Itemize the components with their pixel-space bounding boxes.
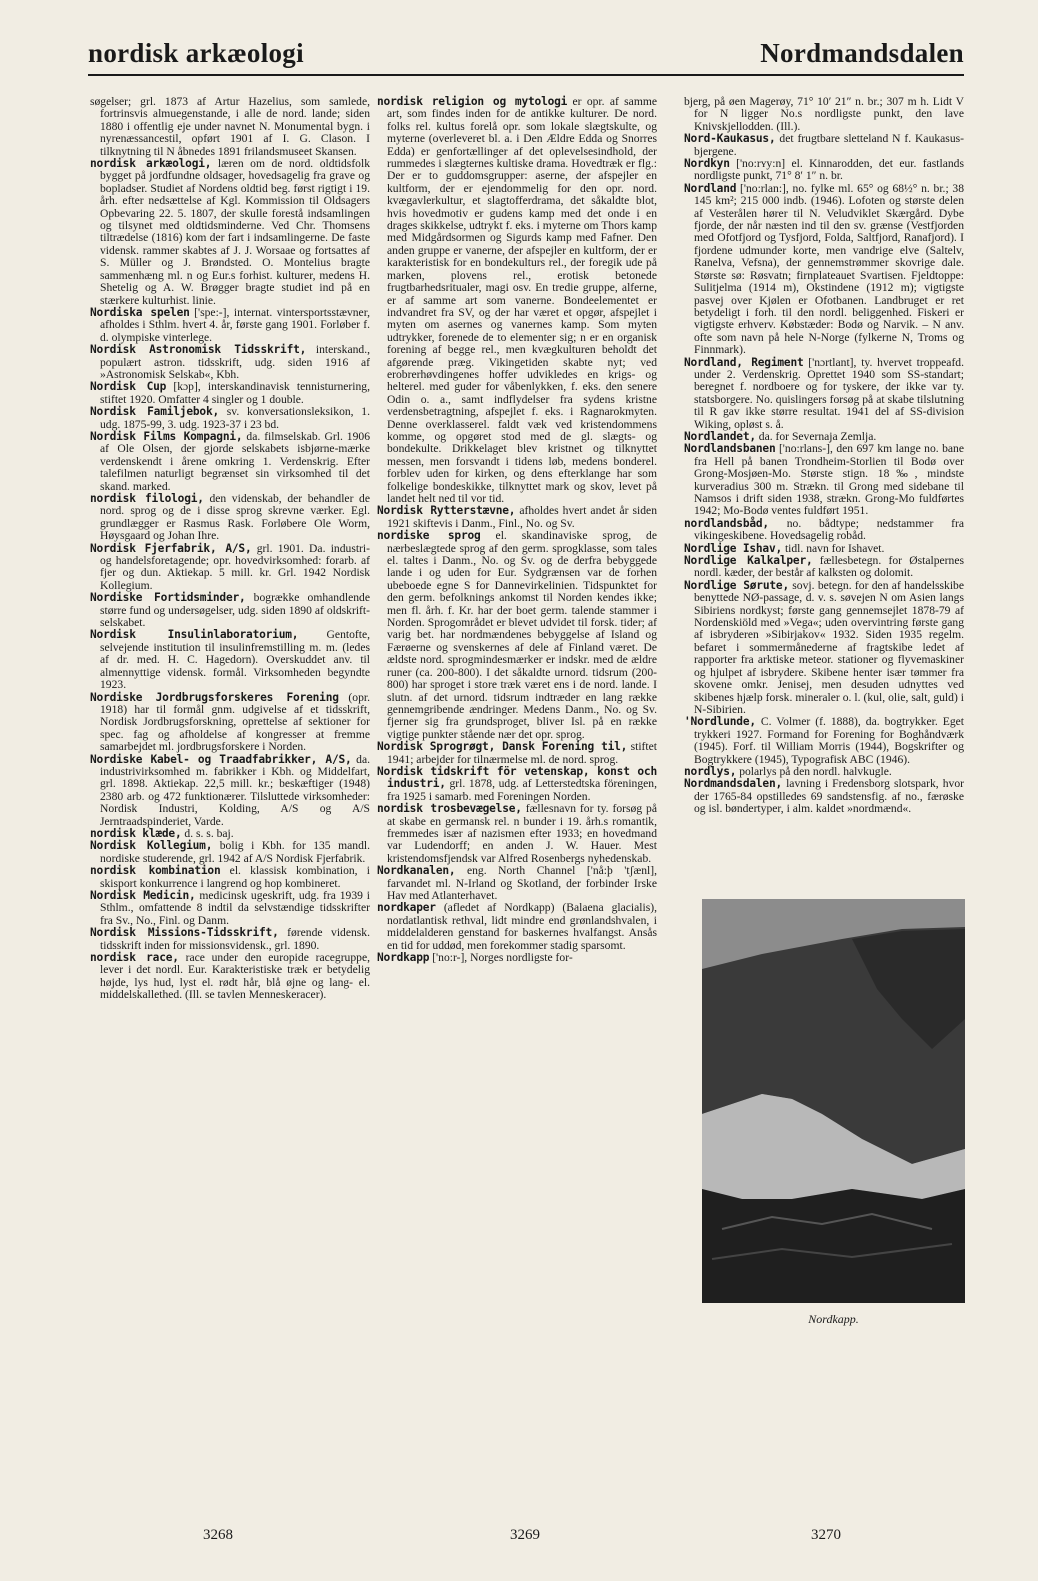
entry-headword: Nordlige Ishav, [684,541,783,555]
entry-text: Gentofte, selvejende institution til insulinfremstilling m. m. (ledes af dr. med. H. C. Hagedorn). Overskuddet anv. til almennyttige vidensk. formål. Virksomheden begyndte 1923. [100,628,371,692]
dictionary-entry [90,592,370,629]
entry-text: interskand., populært astron. tidsskrift, udg. siden 1916 af »Astronomisk Selskab«, Kbh. [100,343,370,381]
entry-headword: Nordisk Missions-Tidsskrift, [90,926,279,940]
dictionary-entry [90,754,370,828]
entry-headword: Nordisk Sprogrøgt, Dansk Forening til, [377,740,628,754]
dictionary-entry [684,96,964,133]
dictionary-entry [90,344,370,381]
entry-text: race under den europide racegruppe, lever i det nordl. Eur. Karakteristiske træk er betydelig højde, lys hud, lyst el. rødt hår, blå øjne og lang- el. middelskallethed. (Ill. se tavlen Menneskeracer). [100,951,370,1002]
entry-headword: Nordisk Cup [90,380,167,394]
dictionary-entry [684,133,964,158]
entry-text: afholdes hvert andet år siden 1921 skiftevis i Danm., Finl., No. og Sv. [387,504,657,530]
entry-text: grl. 1901. Da. industri- og handelsforetagende; opr. hovedvirksomhed: forarb. af fjer og dun. Aktiekap. 5 mill. kr. Grl. 1942 Nordisk Kollegium. [100,541,370,592]
entry-headword: nordisk religion og mytologi [377,95,568,108]
entry-headword: Nordisk Familjebok, [90,405,220,419]
entry-headword: Nordkanalen, [377,864,456,878]
header-rule [88,74,964,76]
entry-text: ['no:rʏy:n] el. Kinnarodden, det eur. fastlands nordligste punkt, 71° 8′ 1″ n. br. [694,157,964,183]
entry-headword: Nordisk Kollegium, [90,839,213,853]
entry-text: medicinsk ugeskrift, udg. fra 1939 i Sthlm., omfattende 8 indtil da selvstændige tidsskrifter fra Sv., No., Finl. og Danm. [100,889,370,927]
entry-headword: Nordland [684,181,737,195]
dictionary-entry [90,927,370,952]
entry-text: bjerg, på øen Magerøy, 71° 10′ 21″ n. br.; 307 m h. Lidt V for N ligger No.s nordligste punkt, den lave Knivskjellodden. (Ill.). [684,95,964,133]
dictionary-entry [684,716,964,766]
entry-headword: nordkaper [377,901,436,915]
page-number-middle: 3269 [510,1527,540,1543]
entry-text: el. skandinaviske sprog, de nærbeslægtede sprog af den germ. sprogklasse, som tales el. taltes i Danm., No. og Sv. og de derfra bebyggede lande i og uden for Eur. Sydgrænsen var de forhen ubeboede egne S for Dannevirkelinien. Tidspunktet for den germ. befolknings ankomst til Norden kendes ikke; men fl. årh. f. Kr. har der boet germ. talende stammer i Norden. Sprogområdet er blevet udvidet til forsk. tider; af varig bet. har nordmændenes bebyggelse af Island og Færøerne og svenskernes af dele af Finland været. De ældste nord. sprogmindesmærker er indskr. med de ældre runer (ca. 200-800). I det såkaldte urnord. tidsrum (200-800) har sproget i store træk været ens i de nord. lande. I slutn. af det urnord. tidsrum indtræder en lang række gennemgribende ændringer. Medens Danm., No. og Sv. fjerner sig fra grundsproget, bliver Isl. på en række vigtige punkter stående nær det opr. sprog. [387,529,658,741]
dictionary-entry [377,530,657,741]
photo-caption: Nordkapp. [808,1312,859,1326]
dictionary-entry [90,692,370,754]
entry-headword: Nordlandsbanen [684,442,776,456]
dictionary-entry [90,493,370,543]
entry-headword: nordisk arkæologi, [90,157,212,171]
dictionary-entry [90,865,370,890]
entry-text: (afledet af Nordkapp) (Balaena glacialis), nordatlantisk rethval, lidt mindre end grønlandshvalen, i middelalderen genstand for baskernes hvalfangst. Ansås en tid for uddød, men forekommer stadig sparsomt. [387,901,657,952]
dictionary-entry [684,158,964,183]
dictionary-entry [377,803,657,865]
entry-text: eng. North Channel ['nå:þ 'tʃænl], farvandet ml. N-Irland og Skotland, der forbinder Irske Hav med Atlanterhavet. [387,864,657,902]
text-column-3 [684,96,964,816]
entry-headword: nordisk klæde, [90,826,182,840]
entry-text: bogrække omhandlende større fund og undersøgelser, udg. siden 1890 af oldskrift-selskabet. [100,591,370,630]
entry-text: [kɔp], interskandinavisk tennisturnering, stiftet 1920. Omfatter 4 singler og 1 double. [100,380,370,406]
entry-text: stiftet 1941; arbejder for tilnærmelse ml. de nord. sprog. [387,740,657,766]
entry-headword: Nordiske Fortidsminder, [90,591,246,605]
entry-headword: Nordkapp [377,951,430,965]
entry-text: det frugtbare sletteland N f. Kaukasus-bjergene. [694,132,964,158]
entry-text: da. industrivirksomhed m. fabrikker i Kbh. og Middelfart, grl. 1898. Aktiekap. 22,5 mill. kr.; beskæftiger (1948) 2380 arb. og 472 funktionærer. Tilsluttede virksomheder: Nordisk Industri, Kolding, A/S og A/S Jerntraadspinderiet, Varde. [100,752,370,828]
entry-headword: nordisk trosbevægelse, [377,802,522,816]
entry-headword: Nordiska spelen [90,305,190,319]
entry-headword: 'Nordlunde, [684,715,756,729]
dictionary-entry [90,543,370,593]
entry-headword: nordlandsbåd, [684,516,769,530]
entry-text: sv. konversationsleksikon, 1. udg. 1875-99, 3. udg. 1923-37 i 23 bd. [100,405,370,431]
entry-headword: Nordlige Sørute, [684,578,789,592]
entry-headword: nordlys, [684,764,737,778]
dictionary-entry [90,840,370,865]
dictionary-entry [684,183,964,357]
dictionary-entry [377,766,657,803]
entry-text: fællesbetegn. for Østalpernes nordl. kæder, der består af kalksten og dolomit. [694,554,964,580]
entry-text: søgelser; grl. 1873 af Artur Hazelius, som samlede, fortrinsvis almuegenstande, i alle de nord. lande; siden 1880 i offentlig eje under navnet N. Monumental bygn. i nyrenæssancestil, opført 1901 af I. G. Clason. I tilknytning til N åbnedes 1891 frilandsmuseet Skansen. [90,95,370,158]
page-header [88,38,964,78]
entry-text: sovj. betegn. for den af handelsskibe benyttede NØ-passage, d. v. s. søvejen N om Asien langs Sibiriens nordkyst; første gang gennemsejlet 1878-79 af Nordenskiöld med »Vega«; uden overvintring første gang af isbryderen »Sibirjakov« 1932. Siden 1935 regelm. befaret i sommermånederne af fragtskibe ledet af rapporter fra arktiske meteor. stationer og flyvemaskiner og hjulpet af isbrydere. Skibene henter især tømmer fra skovene omkr. Jenisej, men desuden udnyttes ved skibenes hjælp forsk. mineraler o. l. (kul, olie, salt, guld) i N-Sibirien. [694,578,964,716]
entry-headword: Nordisk tidskrift för vetenskap, konst och industri, [377,764,657,791]
dictionary-entry [90,406,370,431]
entry-headword: Nordland, Regiment [684,355,804,369]
entry-text: lavning i Fredensborg slotspark, hvor der 1765-84 opstilledes 69 sandstensfig. af no., færøske og isl. bøndertyper, i alm. kaldet »nordmænd«. [694,777,964,816]
header-left-title: nordisk arkæologi [88,38,304,68]
entry-headword: Nordisk Films Kompagni, [90,429,243,443]
entry-headword: Nordisk Astronomisk Tidsskrift, [90,343,307,357]
dictionary-entry [684,357,964,431]
dictionary-entry [684,580,964,716]
entry-text: no. bådtype; nedstammer fra vikingeskibene. Hovedsagelig robåd. [694,516,964,543]
entry-headword: Nordisk Medicin, [90,889,196,902]
entry-text: fællesnavn for ty. forsøg på at skabe en germansk rel. n bunder i 19. årh.s romantik, fremmedes især af nazismen efter 1933; en hovedmand var Ludendorff; en anden J. W. Hauer. Mest kristendomsfjendsk var Alfred Rosenbergs nyhedenskab. [387,802,657,865]
entry-text: ['no:rlan:], no. fylke ml. 65° og 68½° n. br.; 38 145 km²; 215 000 indb. (1946). Lofoten og største delen af Vesterålen hører til N. Veludviklet Skærgård. Dybe fjorde, der når næsten ind til den sv. grænse (Vestfjorden med Ofotfjord og Tysfjord, Folda, Saltfjord, Ranafjord). I fjordene udmunder korte, men vandrige elve (Saltelv, Ranelva, Vefsna), der gennemstrømmer skovrige dale. Største sø: Røsvatn; firnplateauet Svartisen. Fjeldtoppe: Sulitjelma (1914 m), Okstindene (1912 m); vigtigste pasvej over Kjølen er Ofotbanen. Landbruget er ret betydeligt i forh. til den nordl. beliggenhed. Fiskeri er vigtigste erhverv. Købstæder: Bodø og Narvik. – N anv. ofte som navn på hele N-Norge (fylkerne N, Troms og Finnmark). [694,181,964,357]
dictionary-entry [377,865,657,902]
entry-headword: nordiske sprog [377,529,481,543]
page-number-left: 3268 [203,1527,233,1543]
entry-text: polarlys på den nordl. halvkugle. [736,764,892,778]
dictionary-entry [90,158,370,307]
entry-text: ['nɔrtlant], ty. hvervet troppeafd. under 2. Verdenskrig. Oprettet 1940 som SS-standart; beregnet f. nordboere og for tyskere, der ikke var ty. statsborgere. No. quislingers forsøg på at skabe tilslutning til R gav ikke større resultat. 1941 del af SS-division Wiking, opløst s. å. [694,355,965,431]
entry-headword: Nordkyn [684,157,730,171]
text-column-2 [377,96,657,964]
entry-text: d. s. s. baj. [181,826,234,840]
entry-text: da. for Severnaja Zemlja. [755,429,877,443]
dictionary-entry [377,952,657,964]
entry-headword: nordisk race, [90,951,179,965]
entry-headword: Nord-Kaukasus, [684,132,776,146]
dictionary-entry [684,778,964,815]
entry-text: C. Volmer (f. 1888), da. bogtrykker. Eget trykkeri 1927. Formand for Forening for Boghåndværk (1945). Forf. til William Morris (1944), Bogskrifter og Bogtrykkere (1945), Typografisk ABC (1946). [694,715,964,766]
dictionary-entry [377,902,657,952]
dictionary-entry [684,518,964,543]
entry-headword: Nordlandet, [684,429,756,443]
dictionary-entry [377,505,657,530]
dictionary-entry [90,431,370,493]
entry-text: grl. 1878, udg. af Letterstedtska föreningen, fra 1925 i samarb. med Foreningen Norden. [387,777,657,803]
dictionary-entry [90,381,370,406]
entry-text: ['no:rlans-], den 697 km lange no. bane fra Hell på banen Trondheim-Storlien til Bodø over Grong-Mosjøen-Mo. Største stign. 18‰, mindste kurveradius 300 m. Strækn. til Grong med sidebane til Namsos i drift siden 1938, strækn. Grong-Mo fuldførtes 1942; Mo-Bodø ventes fuldført 1951. [694,442,964,518]
header-right-title: Nordmandsdalen [760,38,964,68]
dictionary-entry [90,890,370,927]
entry-text: den videnskab, der behandler de nord. sprog og de i disse sprog skrevne værker. Egl. grundlægger er Rasmus Rask. Forløbere Ole Worm, Høysgaard og Johan Ihre. [100,492,371,543]
text-column-1 [90,96,370,1002]
dictionary-entry [90,952,370,1002]
entry-text: er opr. af samme art, som findes inden for de antikke kulturer. De nord. folks rel. kultus forelå opr. som lokale slægtskulte, og myterne (overleveret bl. a. i Den Ældre Edda og Snorres Edda) er genfortællinger af det oplevelsesindhold, der rummedes i slægternes kultiske drama. Hovedtræk er flg.: Der er to guddomsgrupper: aserne, der afspejler en kultform, der er ejendommelig for den opr. nord. kvægavlerkultur, et slagtofferdrama, det såkaldte blot, hvis hovedmotiv er gudens kamp med det onde i en drages skikkelse, udtrykt f. eks. i myterne om Thors kamp med Midgårdsormen og Sigurds kamp med Fafner. Den anden gruppe er vanerne, der afspejler en kultform, der er karakteristisk for en bondekulturs rel., der foregik ude på marken, plovens rel., erotisk betonede frugtbarhedsritualer, magi osv. En tredie gruppe, alferne, er af samme art som vanerne. Bondeelementet er indvandret fra SV, og der har været et opgør, afspejlet i myten om asernes og vanernes kamp. Som myten udtrykker, forenede de to elementer sig; n er en organisk forening af begge rel., men kvægkulturen beholdt det afgørende præg. Vikingetiden skabte nyt; ved erobrerhøvdingenes hoffer udvikledes en krigs- og helterel. med guder for våbenlykken, f. eks. den senere Odin o. a., samt indflydelser fra sydens kristne verdensbetragtning, afspejlet f. eks. i Ragnarokmyten. Denne overklasserel. faldt væk ved kristendommens komme, og opgøret stod med de gl. slægts- og bondekulte. Drikkelaget blev kristnet og tilknyttet messen, men forsvandt i tidens løb, medens bonderel. forblev uden for kirken, og dens efterklange har som folkelige bondeskikke, tilknyttet mark og skov, levet på landet helt ned til vor tid. [387,95,657,505]
entry-text: da. filmselskab. Grl. 1906 af Ole Olsen, der gjorde selskabets isbjørne-mærke verdenskendt i årene omkring 1. Verdenskrig. Efter talefilmen naturligt begrænset sin virksomhed til det skand. marked. [100,429,370,493]
dictionary-entry [377,741,657,766]
dictionary-entry [90,629,370,691]
entry-headword: Nordlige Kalkalper, [684,554,813,568]
entry-headword: Nordmandsdalen, [684,777,783,791]
entry-headword: Nordiske Kabel- og Traadfabrikker, A/S, [90,752,352,766]
nordkapp-photo-illustration [702,899,965,1303]
nordkapp-photo [702,899,965,1303]
page-number-right: 3270 [811,1527,841,1543]
entry-headword: Nordiske Jordbrugsforskeres Forening [90,690,339,704]
entry-text: førende vidensk. tidsskrift inden for missionsvidensk., grl. 1890. [100,926,370,952]
entry-headword: nordisk kombination [90,864,221,878]
dictionary-entry [90,307,370,344]
entry-text: bolig i Kbh. for 135 mandl. nordiske studerende, grl. 1942 af A/S Nordisk Fjerfabrik. [100,839,370,865]
dictionary-entry [684,443,964,517]
entry-headword: Nordisk Insulinlaboratorium, [90,628,299,642]
entry-text: ['no:r-], Norges nordligste for- [429,951,573,965]
entry-headword: nordisk filologi, [90,492,204,505]
entry-headword: Nordisk Rytterstævne, [377,504,516,518]
entry-headword: Nordisk Fjerfabrik, A/S, [90,541,252,555]
dictionary-entry [684,555,964,580]
entry-text: el. klassisk kombination, i skisport konkurrence i langrend og hop kombineret. [100,864,370,890]
entry-text: læren om de nord. oldtidsfolk bygget på jordfundne oldsager, hovedsagelig fra grave og bopladser. Studiet af Nordens oldtid beg. først rigtigt i 19. årh. efter nedsættelse af Kgl. Kommission til Oldsagers Opbevaring 22. 5. 1807, der skulle forestå indsamlingen og tilsynet med oldtidsminderne. Ved Chr. Thomsens tiltrædelse (1816) kom der fart i indsamlingerne. De faste vidensk. rammer skabtes af J. J. Worsaae og fortsattes af S. Müller og J. Brøndsted. O. Montelius bragte sammenhæng ml. n og Eur.s forhist. kulturer, medens H. Shetelig og A. W. Brøgger bragte studiet ind på en stærkere kulturhist. linie. [100,157,370,307]
entry-text: ['spe:-], internat. vintersportsstævner, afholdes i Sthlm. hvert 4. år, første gang 1901. Forløber f. d. olympiske vinterlege. [100,305,370,344]
dictionary-entry [377,96,657,505]
dictionary-entry [90,96,370,158]
entry-text: tidl. navn for Ishavet. [782,541,885,555]
entry-text: (opr. 1918) har til formål gnm. udgivelse af et tidsskrift, Nordisk Jordbrugsforskning, oprettelse af sektioner for spec. fag og afholdelse af kongresser at fremme samarbejdet ml. jordbrugsforskere i Norden. [100,690,370,754]
